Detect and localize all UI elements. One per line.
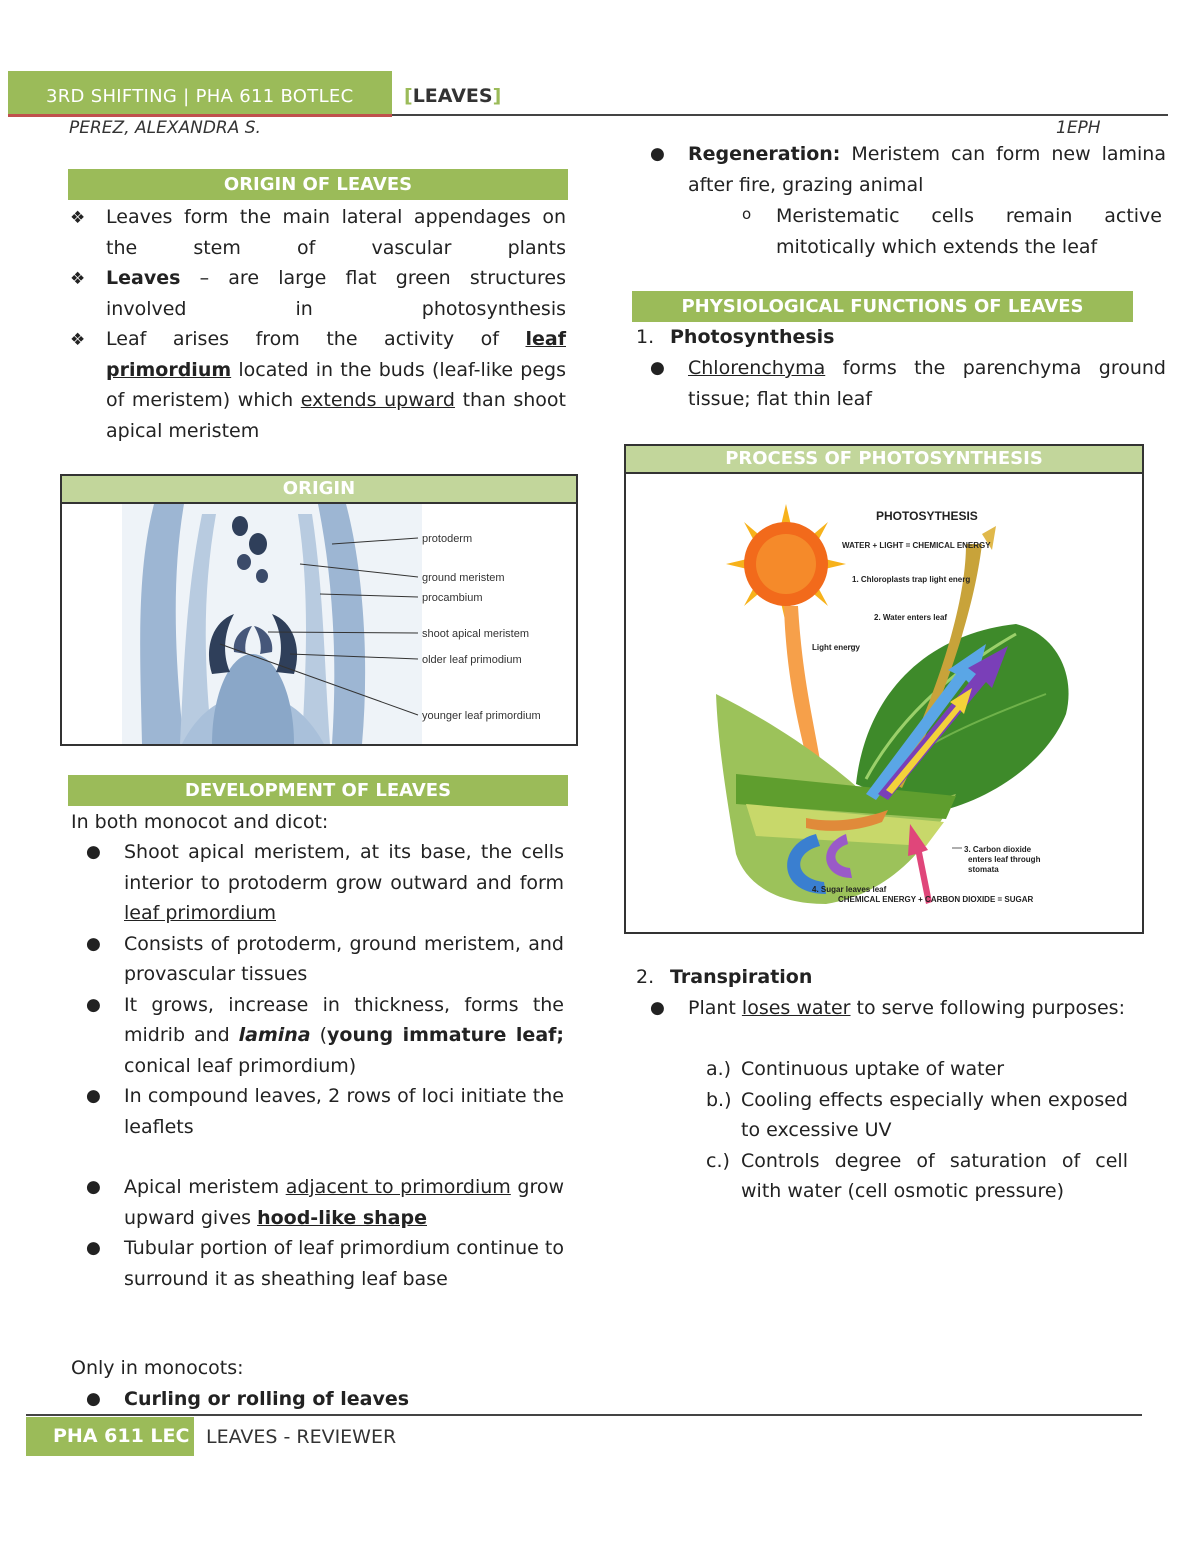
list-item (86, 837, 564, 929)
origin-b1: Leaves form the main lateral appendages on the stem of vascular plants (106, 206, 566, 259)
diamond-bullet-icon: ❖ (70, 269, 86, 289)
development-b6: Tubular portion of leaf primordium continue to surround it as sheathing leaf base (124, 1237, 564, 1290)
diagram-equation-bottom: CHEMICAL ENERGY + CARBON DIOXIDE = SUGAR (838, 895, 1034, 904)
origin-of-leaves-list (70, 202, 566, 446)
footer-course-label: PHA 611 LEC (53, 1425, 190, 1447)
diagram-step-3-line1: 3. Carbon dioxide (964, 845, 1032, 854)
item2-number: 2. (636, 966, 655, 988)
monocot-list (86, 1384, 602, 1415)
list-item (706, 1054, 1128, 1085)
bullet-dot-icon: ● (86, 1177, 101, 1197)
diagram-step-2: 2. Water enters leaf (874, 613, 948, 622)
label-younger-leaf-primordium: younger leaf primordium (422, 710, 541, 722)
diagram-step-1: 1. Chloroplasts trap light energ (852, 575, 971, 584)
sub-b-text: Cooling effects especially when exposed to excessive UV (741, 1088, 1128, 1141)
item2-title: Transpiration (670, 966, 813, 988)
header-rule-accent (8, 114, 392, 117)
list-item (86, 1081, 564, 1142)
development-heading: DEVELOPMENT OF LEAVES (68, 775, 568, 806)
regeneration-text: Regeneration: Meristem can form new lamina after fire, grazing animal (688, 143, 1166, 196)
item1-title: Photosynthesis (670, 326, 835, 348)
label-protoderm: protoderm (422, 533, 473, 545)
item1-bullet (650, 353, 1166, 414)
bullet-dot-icon: ● (86, 1086, 101, 1106)
bullet-dot-icon: ● (650, 358, 665, 378)
regeneration-subitem (742, 201, 1162, 262)
list-item (706, 1146, 1128, 1207)
list-item (86, 990, 564, 1082)
bullet-dot-icon: ● (650, 998, 665, 1018)
photosynthesis-diagram (626, 474, 1142, 932)
section-code: 1EPH (1056, 118, 1101, 138)
item2-text: Plant loses water to serve following purposes: (688, 997, 1125, 1019)
list-item (86, 1233, 564, 1294)
list-item (70, 324, 566, 446)
diagram-title: PHOTOSYTHESIS (876, 509, 978, 523)
bullet-dot-icon: ● (86, 994, 101, 1015)
monocot-b1: Curling or rolling of leaves (124, 1388, 410, 1410)
development-b3: It grows, increase in thickness, forms the midrib and lamina (young immature leaf; conical leaf primordium) (124, 993, 565, 1077)
monocot-intro: Only in monocots: (71, 1357, 244, 1379)
development-list (86, 837, 564, 1294)
origin-b3: Leaf arises from the activity of leaf primordium located in the buds (leaf-like pegs of meristem) which extends upward than shoot apical meristem (106, 328, 566, 442)
sub-a-text: Continuous uptake of water (741, 1058, 1005, 1080)
shoot-tip-micrograph (62, 504, 576, 744)
footer-rule (26, 1414, 1142, 1416)
header-title: 3RD SHIFTING | PHA 611 BOTLEC (46, 86, 354, 107)
circle-bullet-icon: o (742, 205, 752, 223)
list-item (86, 929, 564, 990)
list-item (70, 263, 566, 324)
sub-a-marker: a.) (706, 1058, 732, 1080)
diagram-step-4: 4. Sugar leaves leaf (812, 885, 887, 894)
regeneration-sub: Meristematic cells remain active mitotically which extends the leaf (776, 205, 1162, 258)
diagram-step-3-line3: stomata (968, 865, 999, 874)
diagram-equation-top: WATER + LIGHT = CHEMICAL ENERGY (842, 541, 991, 550)
bullet-dot-icon: ● (86, 1238, 101, 1258)
sub-b-marker: b.) (706, 1088, 732, 1111)
development-intro: In both monocot and dicot: (71, 811, 329, 833)
diamond-bullet-icon: ❖ (70, 208, 86, 228)
photosynthesis-figure (624, 444, 1144, 934)
diamond-bullet-icon: ❖ (70, 330, 86, 350)
bullet-dot-icon: ● (86, 933, 101, 954)
transpiration-sublist (706, 1054, 1128, 1207)
development-b1: Shoot apical meristem, at its base, the cells interior to protoderm grow outward and form leaf primordium (124, 841, 564, 924)
list-item (86, 1172, 564, 1233)
diagram-light-energy: Light energy (812, 643, 861, 652)
bullet-dot-icon: ● (86, 1389, 101, 1409)
label-older-leaf-primordium: older leaf primodium (422, 654, 522, 666)
item1-number: 1. (636, 326, 655, 348)
origin-figure (60, 474, 578, 746)
footer-title: LEAVES - REVIEWER (206, 1426, 397, 1448)
origin-of-leaves-heading: ORIGIN OF LEAVES (68, 169, 568, 200)
label-procambium: procambium (422, 592, 483, 604)
origin-figure-heading: ORIGIN (62, 476, 576, 504)
sub-c-marker: c.) (706, 1149, 730, 1172)
label-shoot-apical-meristem: shoot apical meristem (422, 628, 529, 640)
physiological-heading: PHYSIOLOGICAL FUNCTIONS OF LEAVES (632, 291, 1133, 322)
sub-c-text: Controls degree of saturation of cell with water (cell osmotic pressure) (741, 1149, 1128, 1202)
development-b5: Apical meristem adjacent to primordium grow upward gives hood-like shape (124, 1176, 564, 1229)
bullet-dot-icon: ● (86, 842, 101, 862)
list-item (706, 1085, 1128, 1146)
diagram-step-3-line2: enters leaf through (968, 855, 1041, 864)
bullet-dot-icon: ● (650, 144, 665, 164)
header-tag: [LEAVES] (404, 85, 502, 107)
origin-b2: Leaves – are large flat green structures involved in photosynthesis (106, 267, 566, 320)
development-b2: Consists of protoderm, ground meristem, and provascular tissues (124, 932, 564, 985)
list-item (70, 202, 566, 263)
regeneration-item (650, 139, 1166, 200)
label-ground-meristem: ground meristem (422, 572, 505, 584)
author-name: PEREZ, ALEXANDRA S. (69, 118, 261, 138)
item1-text: Chlorenchyma forms the parenchyma ground tissue; flat thin leaf (688, 357, 1166, 410)
photosynthesis-figure-heading: PROCESS OF PHOTOSYNTHESIS (626, 446, 1142, 474)
item2-bullet (650, 993, 1166, 1024)
development-b4: In compound leaves, 2 rows of loci initiate the leaflets (124, 1085, 564, 1138)
